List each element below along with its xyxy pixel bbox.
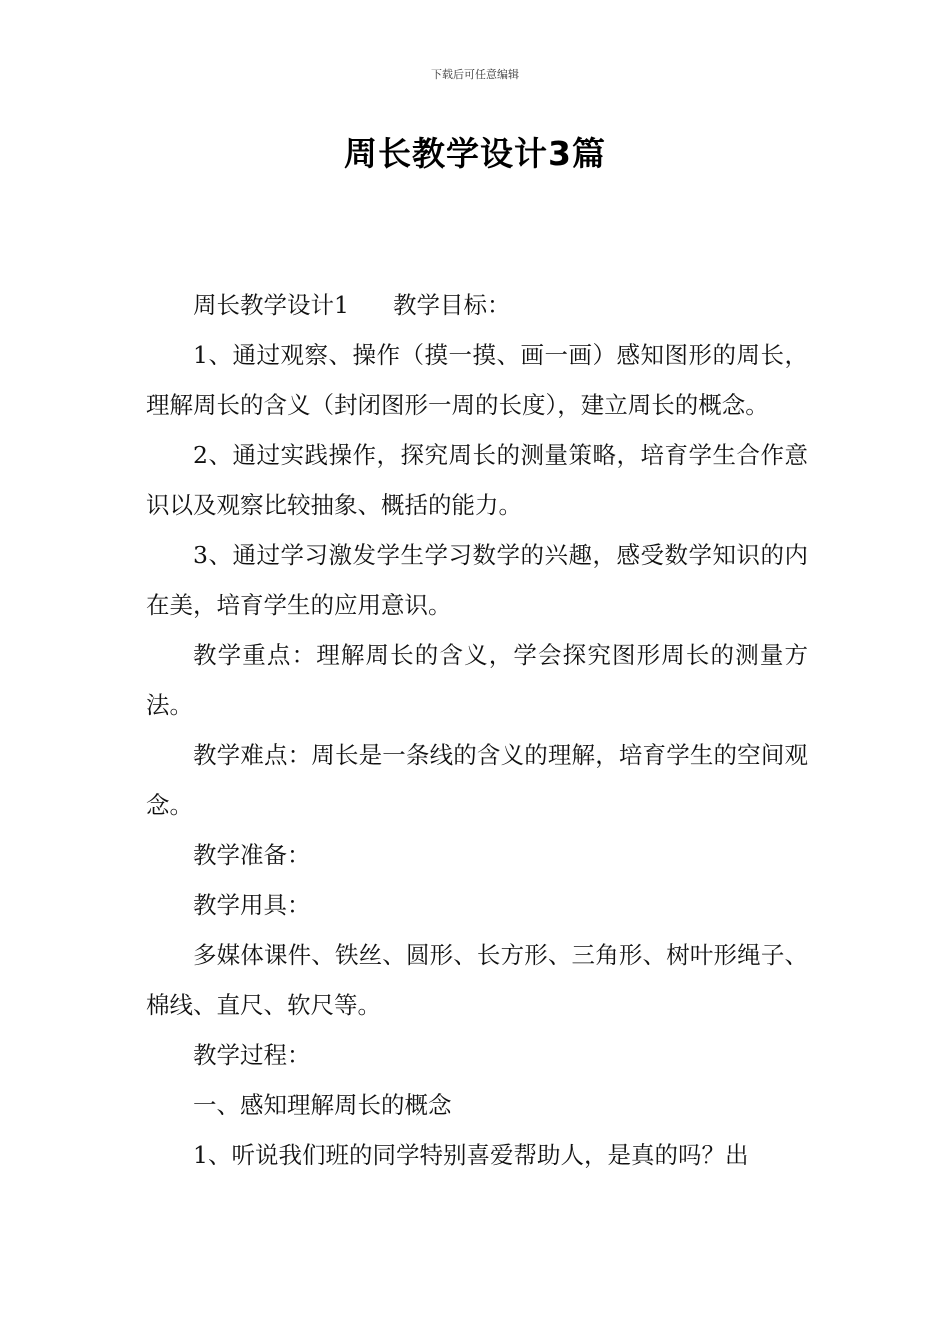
paragraph-step-1: 1、听说我们班的同学特别喜爱帮助人，是真的吗？出 [193,1141,749,1169]
document-body [146,280,808,1180]
section-heading: 周长教学设计1 [193,291,349,319]
objectives-label: 教学目标： [392,291,511,319]
paragraph-tools-list: 多媒体课件、铁丝、圆形、长方形、三角形、树叶形绳子、棉线、直尺、软尺等。 [146,941,808,1019]
paragraph-preparation: 教学准备： [193,841,311,869]
paragraph-objective-3: 3、通过学习激发学生学习数学的兴趣，感受数学知识的内在美，培育学生的应用意识。 [146,541,808,619]
paragraph-process-label: 教学过程： [193,1041,311,1069]
header-note: 下载后可任意编辑 [431,68,519,81]
paragraph-objective-2: 2、通过实践操作，探究周长的测量策略，培育学生合作意识以及观察比较抽象、概括的能力。 [146,441,808,519]
document-title: 周长教学设计3篇 [344,134,606,173]
intro-line [146,280,808,330]
paragraph-section-one: 一、感知理解周长的概念 [193,1091,452,1119]
paragraph-tools-label: 教学用具： [193,891,311,919]
paragraph-difficulty: 教学难点：周长是一条线的含义的理解，培育学生的空间观念。 [146,741,808,819]
paragraph-objective-1: 1、通过观察、操作（摸一摸、画一画）感知图形的周长，理解周长的含义（封闭图形一周的长度），建立周长的概念。 [146,341,808,419]
paragraph-key-point: 教学重点：理解周长的含义，学会探究图形周长的测量方法。 [146,641,808,719]
